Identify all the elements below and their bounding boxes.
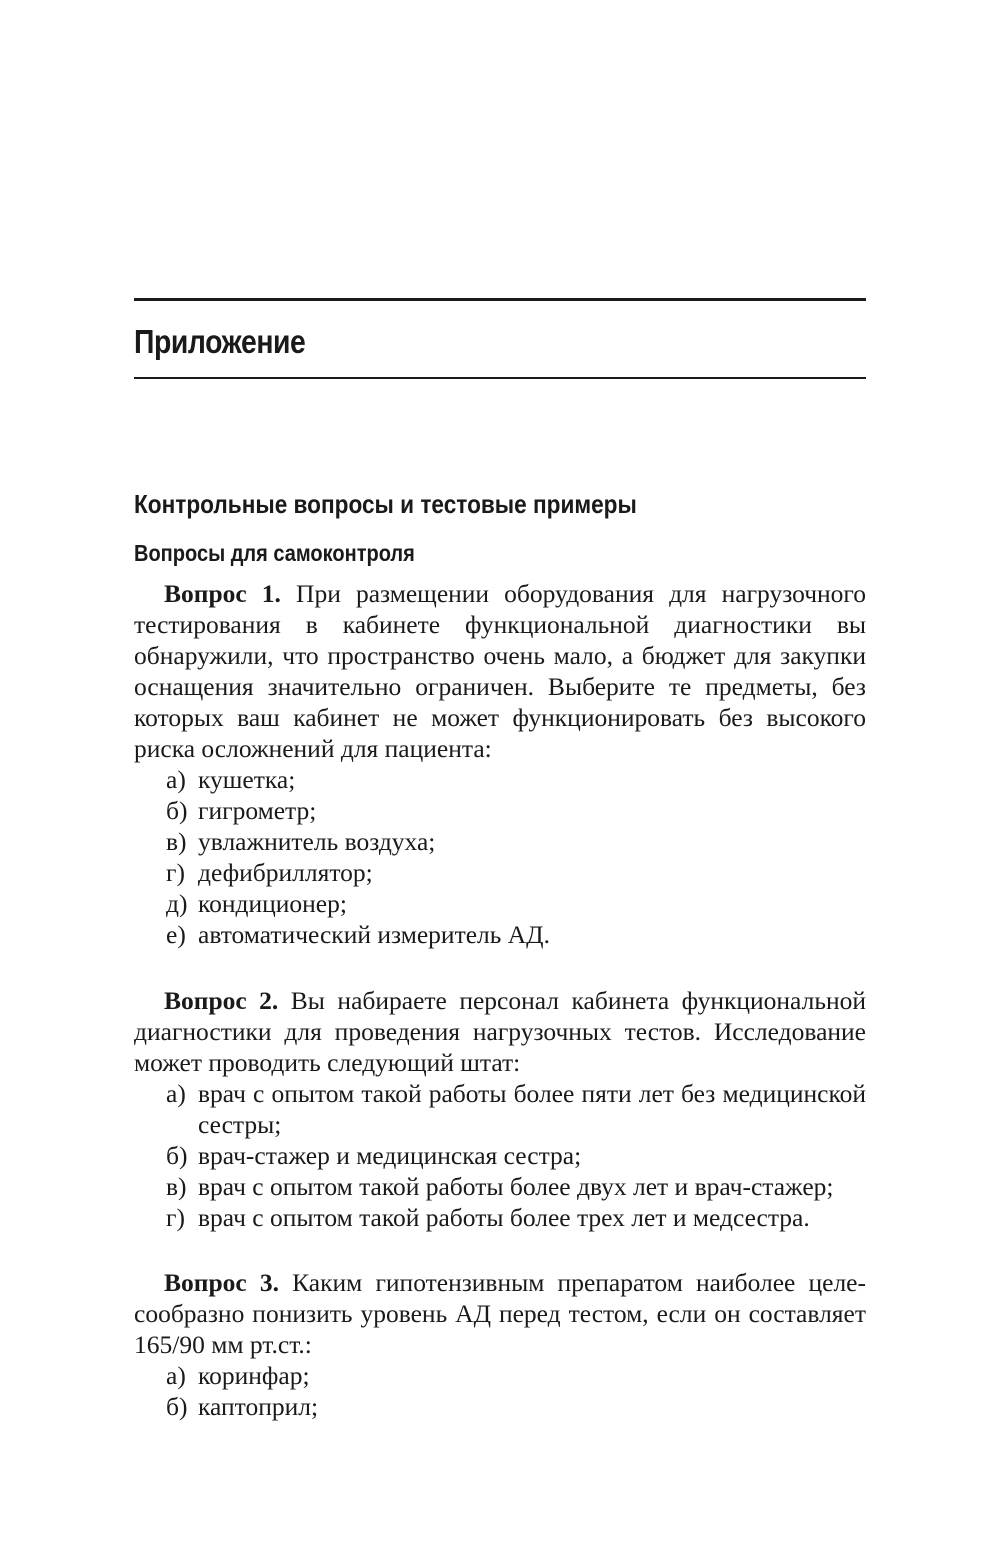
option-letter: б)	[166, 1392, 188, 1421]
question-1-options	[134, 764, 866, 950]
answer-option	[134, 795, 866, 826]
question-3-text	[134, 1267, 866, 1360]
option-letter: в)	[166, 827, 187, 856]
chapter-rule-bottom	[134, 377, 866, 379]
option-text: автоматический измеритель АД.	[198, 920, 550, 949]
answer-option	[134, 1140, 866, 1171]
option-letter: а)	[166, 1361, 186, 1390]
question-1-label: Вопрос 1.	[164, 579, 281, 608]
answer-option	[134, 1078, 866, 1140]
question-2-options	[134, 1078, 866, 1233]
answer-option	[134, 826, 866, 857]
question-3-options	[134, 1360, 866, 1422]
option-text: коринфар;	[198, 1361, 310, 1390]
option-text: врач-стажер и медицинская сестра;	[198, 1141, 582, 1170]
option-text: врач с опытом такой работы более двух лет и врач-стажер;	[198, 1172, 834, 1201]
answer-option	[134, 1391, 866, 1422]
option-text: дефибриллятор;	[198, 858, 373, 887]
answer-option	[134, 857, 866, 888]
option-letter: в)	[166, 1172, 187, 1201]
answer-option	[134, 888, 866, 919]
question-3	[134, 1267, 866, 1422]
chapter-title: Приложение	[134, 323, 306, 360]
option-text: врач с опытом такой работы более трех лет и медсестра.	[198, 1203, 810, 1232]
option-text: гигрометр;	[198, 796, 317, 825]
section-title: Контрольные вопросы и тестовые примеры	[134, 489, 637, 519]
option-letter: а)	[166, 1079, 186, 1108]
question-1-body: При размещении оборудования для нагрузочного тестирования в кабинете функциональной диагностики вы обнаружили, что пространство очень мало, а бюджет для закупки оснащения значительно ограничен. Выберите те предметы, без которых ваш кабинет не может функционировать без высокого риска осложнений для пациента:	[134, 579, 866, 763]
question-1	[134, 578, 866, 950]
option-text: врач с опытом такой работы более пяти лет без медицинской сестры;	[198, 1079, 866, 1139]
option-text: кушетка;	[198, 765, 296, 794]
question-2	[134, 985, 866, 1233]
chapter-rule-top	[134, 298, 866, 301]
question-1-text	[134, 578, 866, 764]
answer-option	[134, 919, 866, 950]
option-letter: г)	[166, 858, 185, 887]
answer-option	[134, 1360, 866, 1391]
option-letter: б)	[166, 1141, 188, 1170]
subsection-title: Вопросы для самоконтроля	[134, 540, 415, 566]
option-letter: г)	[166, 1203, 185, 1232]
question-2-text	[134, 985, 866, 1078]
question-3-label: Вопрос 3.	[164, 1268, 279, 1297]
option-letter: е)	[166, 920, 186, 949]
question-3-body: Каким гипотензивным препаратом наиболее целесообразно понизить уровень АД перед тестом, если он составляет 165/90 мм рт.ст.:	[134, 1268, 867, 1359]
answer-option	[134, 1202, 866, 1233]
answer-option	[134, 764, 866, 795]
option-letter: б)	[166, 796, 188, 825]
question-2-label: Вопрос 2.	[164, 986, 279, 1015]
answer-option	[134, 1171, 866, 1202]
option-text: каптоприл;	[198, 1392, 319, 1421]
option-text: кондиционер;	[198, 889, 347, 918]
option-letter: а)	[166, 765, 186, 794]
option-text: увлажнитель воздуха;	[198, 827, 436, 856]
question-2-body: Вы набираете персонал кабинета функциональной диагностики для проведения нагрузочных тестов. Исследование может проводить следующий штат:	[134, 986, 866, 1077]
option-letter: д)	[166, 889, 188, 918]
